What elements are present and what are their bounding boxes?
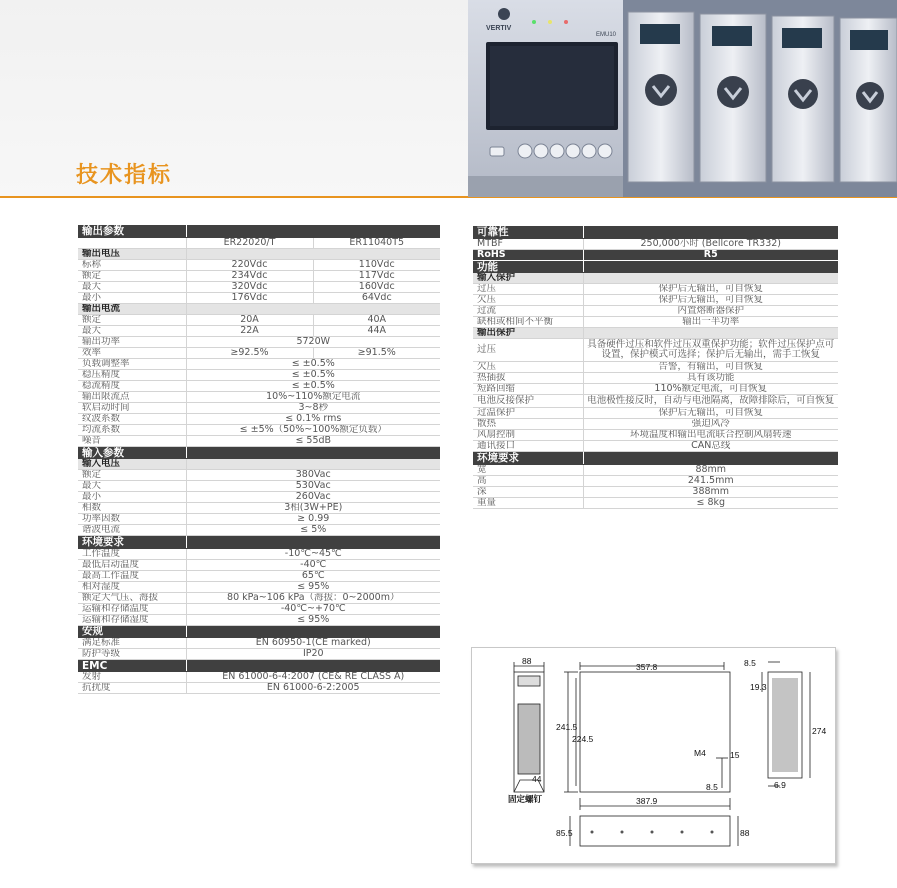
dim-85-5: 85.5 xyxy=(556,828,573,838)
dim-357-8: 357.8 xyxy=(636,662,658,672)
bottom-view-outline xyxy=(580,816,730,846)
table-row: 缺相或相间不平衡 输出一半功率 xyxy=(473,317,838,328)
table-row: 谐波电流 ≤ 5% xyxy=(78,525,440,536)
top-view-outline xyxy=(580,672,730,792)
table-row: 发射 EN 61000-6-4:2007 (CE& RE CLASS A) xyxy=(78,672,440,683)
table-row: 通讯接口 CAN总线 xyxy=(473,441,838,452)
table-row: 过流 内置熔断器保护 xyxy=(473,306,838,317)
table-row: 最大 22A 44A xyxy=(78,325,440,336)
down-key-icon xyxy=(566,144,580,158)
dim-m4: M4 xyxy=(694,748,706,758)
escape-key-icon xyxy=(582,144,596,158)
section-title: 安规 xyxy=(78,625,186,637)
table-row: 效率 ≥92.5% ≥91.5% xyxy=(78,347,440,358)
table-row: 噪音 ≤ 55dB xyxy=(78,435,440,446)
brand-label: VERTIV xyxy=(486,25,512,32)
table-row: 高 241.5mm xyxy=(473,475,838,486)
usb-port-icon xyxy=(490,147,504,156)
subsection-row: 输出电流 xyxy=(78,303,440,314)
table-row: 负载调整率 ≤ ±0.5% xyxy=(78,358,440,369)
dim-44: 44 xyxy=(532,774,542,784)
table-row: 功率因数 ≥ 0.99 xyxy=(78,514,440,525)
dim-224-5: 224.5 xyxy=(572,734,594,744)
table-row: 额定 380Vac xyxy=(78,470,440,481)
vertiv-logo-icon xyxy=(498,8,510,20)
table-row: 额定 234Vdc 117Vdc xyxy=(78,270,440,281)
table-row: 软启动时间 3~8秒 xyxy=(78,402,440,413)
dim-15: 15 xyxy=(730,750,740,760)
home-key-icon xyxy=(534,144,548,158)
section-header xyxy=(78,660,440,672)
controller-label: EMU10 xyxy=(596,32,617,38)
dim-241-5: 241.5 xyxy=(556,722,578,732)
table-row: 运输和存储温度 -40℃~+70℃ xyxy=(78,603,440,614)
dim-19-3: 19.3 xyxy=(750,682,767,692)
dim-6-9: 6.9 xyxy=(774,780,786,790)
table-row: 稳流精度 ≤ ±0.5% xyxy=(78,380,440,391)
section-header xyxy=(78,225,440,237)
section-title: EMC xyxy=(78,660,186,672)
dim-8-5-top: 8.5 xyxy=(744,658,756,668)
table-row: 相对湿度 ≤ 95% xyxy=(78,581,440,592)
product-photo xyxy=(468,0,897,197)
table-row: 重量 ≤ 8kg xyxy=(473,497,838,508)
section-title: 功能 xyxy=(473,260,583,272)
table-row: 短路回缩 110%额定电流，可自恢复 xyxy=(473,384,838,395)
table-row: 欠压 告警，有输出，可自恢复 xyxy=(473,362,838,373)
dim-8-5-mid: 8.5 xyxy=(706,782,718,792)
dimension-drawing xyxy=(471,647,836,864)
table-row: 额定大气压、海拔 80 kPa~106 kPa（海拔：0~2000m） xyxy=(78,592,440,603)
section-title: 输出参数 xyxy=(78,225,186,237)
section-title: 可靠性 xyxy=(473,226,583,238)
section-header xyxy=(473,452,838,464)
rectifier-modules xyxy=(628,12,897,182)
subsection-row: 输入电压 xyxy=(78,459,440,470)
table-row: 满足标准 EN 60950-1(CE marked) xyxy=(78,638,440,649)
table-row: 宽 88mm xyxy=(473,464,838,475)
table-row: 输出限流点 10%~110%额定电流 xyxy=(78,391,440,402)
table-row: 抗扰度 EN 61000-6-2:2005 xyxy=(78,683,440,694)
product-photo-illustration xyxy=(468,0,897,197)
screw-label: 固定螺钉 xyxy=(508,794,543,804)
table-row: 风扇控制 环境温度和输出电流联合控制风扇转速 xyxy=(473,430,838,441)
page-title: 技术指标 xyxy=(76,163,173,188)
dim-88-side: 88 xyxy=(740,828,750,838)
up-key-icon xyxy=(550,144,564,158)
table-row: 相数 3相(3W+PE) xyxy=(78,503,440,514)
section-header xyxy=(78,625,440,637)
table-row: 工作温度 -10℃~45℃ xyxy=(78,548,440,559)
section-title: 环境要求 xyxy=(473,452,583,464)
back-key-icon xyxy=(518,144,532,158)
table-row: 深 388mm xyxy=(473,486,838,497)
subsection-row: 输出保护 xyxy=(473,328,838,339)
dim-274: 274 xyxy=(812,726,827,736)
right-spec-table xyxy=(473,226,838,509)
table-row: 标称 220Vdc 110Vdc xyxy=(78,259,440,270)
subsection-row: 输出电压 xyxy=(78,248,440,259)
section-title: 输入参数 xyxy=(78,446,186,458)
subsection-row: 输入保护 xyxy=(473,273,838,284)
table-row: 额定 20A 40A xyxy=(78,314,440,325)
table-row: 最大 320Vdc 160Vdc xyxy=(78,281,440,292)
table-row: MTBF 250,000小时 (Bellcore TR332) xyxy=(473,238,838,249)
table-row: 过压 保护后无输出，可自恢复 xyxy=(473,284,838,295)
table-row xyxy=(78,237,440,248)
dimension-drawing-svg xyxy=(472,648,835,863)
table-row: 热插拔 具有该功能 xyxy=(473,373,838,384)
enter-key-icon xyxy=(598,144,612,158)
table-row: 最小 260Vac xyxy=(78,492,440,503)
dim-88-top: 88 xyxy=(522,656,532,666)
model-column-b: ER11040T5 xyxy=(313,237,440,248)
table-row: 散热 强迫风冷 xyxy=(473,419,838,430)
table-row: 运输和存储湿度 ≤ 95% xyxy=(78,614,440,625)
table-row: 输出功率 5720W xyxy=(78,336,440,347)
section-header xyxy=(78,536,440,548)
table-row: 防护等级 IP20 xyxy=(78,649,440,660)
table-row: 稳压精度 ≤ ±0.5% xyxy=(78,369,440,380)
table-row: 过压 具备硬件过压和软件过压双重保护功能；软件过压保护点可设置，保护模式可选择；保护后无输出，需手工恢复 xyxy=(473,339,838,362)
table-row: 电池反接保护 电池极性接反时，自动与电池隔离，故障排除后，可自恢复 xyxy=(473,395,838,408)
table-row: 过温保护 保护后无输出，可自恢复 xyxy=(473,408,838,419)
table-row: 欠压 保护后无输出，可自恢复 xyxy=(473,295,838,306)
table-row: 最大 530Vac xyxy=(78,481,440,492)
section-header xyxy=(78,446,440,458)
table-row: 最低启动温度 -40℃ xyxy=(78,559,440,570)
model-column-a: ER22020/T xyxy=(186,237,313,248)
section-header xyxy=(473,260,838,272)
table-row: 最高工作温度 65℃ xyxy=(78,570,440,581)
left-spec-table xyxy=(78,225,440,694)
dim-387-9: 387.9 xyxy=(636,796,658,806)
table-row: 纹波系数 ≤ 0.1% rms xyxy=(78,413,440,424)
section-header xyxy=(473,226,838,238)
rohs-row: RoHS R5 xyxy=(473,249,838,260)
section-title: 环境要求 xyxy=(78,536,186,548)
table-row: 最小 176Vdc 64Vdc xyxy=(78,292,440,303)
table-row: 均流系数 ≤ ±5%（50%~100%额定负载） xyxy=(78,424,440,435)
